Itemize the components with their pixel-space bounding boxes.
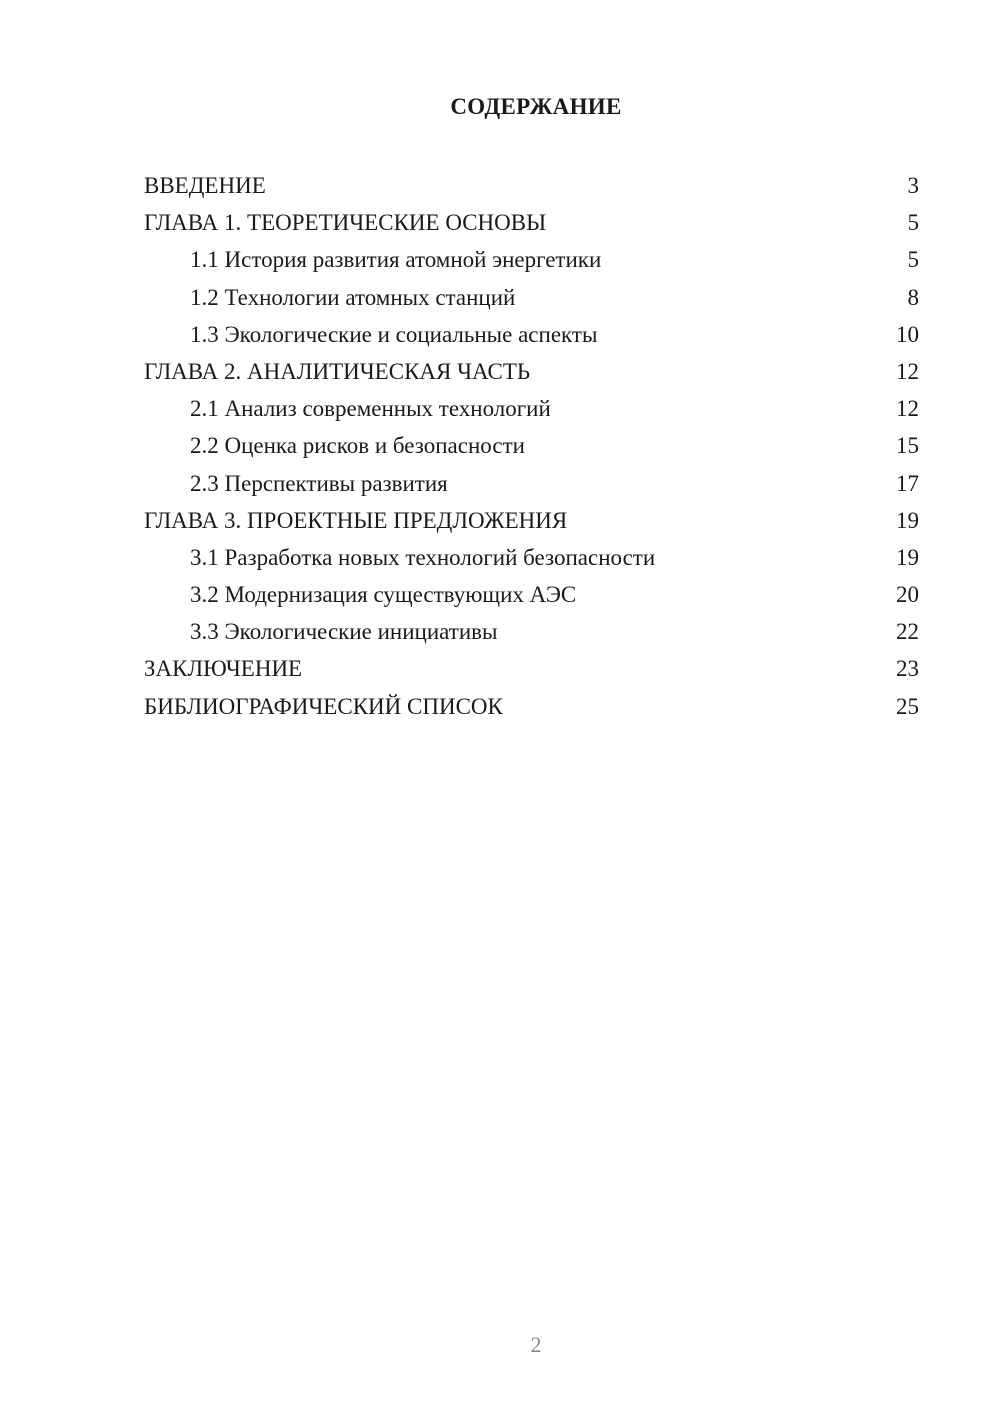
toc-entry	[144, 279, 919, 316]
toc-entry-label: ГЛАВА 3. ПРОЕКТНЫЕ ПРЕДЛОЖЕНИЯ	[144, 507, 568, 533]
toc-entry-page: 17	[896, 470, 919, 496]
toc-entry-label: 3.2 Модернизация существующих АЭС	[190, 582, 577, 608]
toc-entry	[144, 167, 919, 204]
toc-entry-label: БИБЛИОГРАФИЧЕСКИЙ СПИСОК	[144, 693, 503, 719]
toc-entry	[144, 427, 919, 464]
toc-entry-label: ГЛАВА 1. ТЕОРЕТИЧЕСКИЕ ОСНОВЫ	[144, 210, 547, 236]
toc-title: СОДЕРЖАНИЕ	[450, 94, 622, 119]
toc-entry	[144, 316, 919, 353]
toc-entry	[144, 576, 919, 613]
toc-entry-label: 3.3 Экологические инициативы	[190, 619, 498, 645]
toc-entry-label: 1.2 Технологии атомных станций	[190, 284, 516, 310]
toc-entry	[144, 241, 919, 278]
table-of-contents	[144, 167, 919, 725]
toc-entry-page: 23	[896, 656, 919, 682]
toc-entry-label: ЗАКЛЮЧЕНИЕ	[144, 656, 303, 682]
toc-entry-label: 3.1 Разработка новых технологий безопасности	[190, 544, 656, 570]
toc-entry	[144, 613, 919, 650]
toc-entry-page: 19	[896, 507, 919, 533]
toc-entry-label: 2.2 Оценка рисков и безопасности	[190, 433, 525, 459]
toc-entry	[144, 204, 919, 241]
toc-entry-page: 19	[896, 544, 919, 570]
toc-entry	[144, 502, 919, 539]
page-number: 2	[530, 1332, 542, 1357]
toc-entry-page: 20	[896, 582, 919, 608]
toc-entry-page: 15	[896, 433, 919, 459]
toc-entry-page: 10	[896, 321, 919, 347]
toc-entry-label: 1.1 История развития атомной энергетики	[190, 247, 602, 273]
toc-entry-label: ГЛАВА 2. АНАЛИТИЧЕСКАЯ ЧАСТЬ	[144, 358, 531, 384]
toc-entry-page: 22	[896, 619, 919, 645]
toc-entry-page: 3	[907, 173, 919, 198]
toc-entry-page: 5	[907, 210, 919, 236]
toc-entry-label: 1.3 Экологические и социальные аспекты	[190, 321, 598, 347]
toc-entry-page: 8	[907, 284, 919, 310]
toc-entry	[144, 353, 919, 390]
toc-entry-label: ВВЕДЕНИЕ	[144, 173, 266, 198]
toc-entry-label: 2.3 Перспективы развития	[190, 470, 448, 496]
toc-entry-page: 12	[896, 358, 919, 384]
toc-entry-page: 12	[896, 396, 919, 422]
toc-entry-label: 2.1 Анализ современных технологий	[190, 396, 551, 422]
toc-entry-page: 5	[907, 247, 919, 273]
toc-entry	[144, 465, 919, 502]
toc-entry-page: 25	[896, 693, 919, 719]
toc-entry	[144, 650, 919, 687]
toc-entry	[144, 688, 919, 725]
toc-entry	[144, 539, 919, 576]
toc-entry	[144, 390, 919, 427]
